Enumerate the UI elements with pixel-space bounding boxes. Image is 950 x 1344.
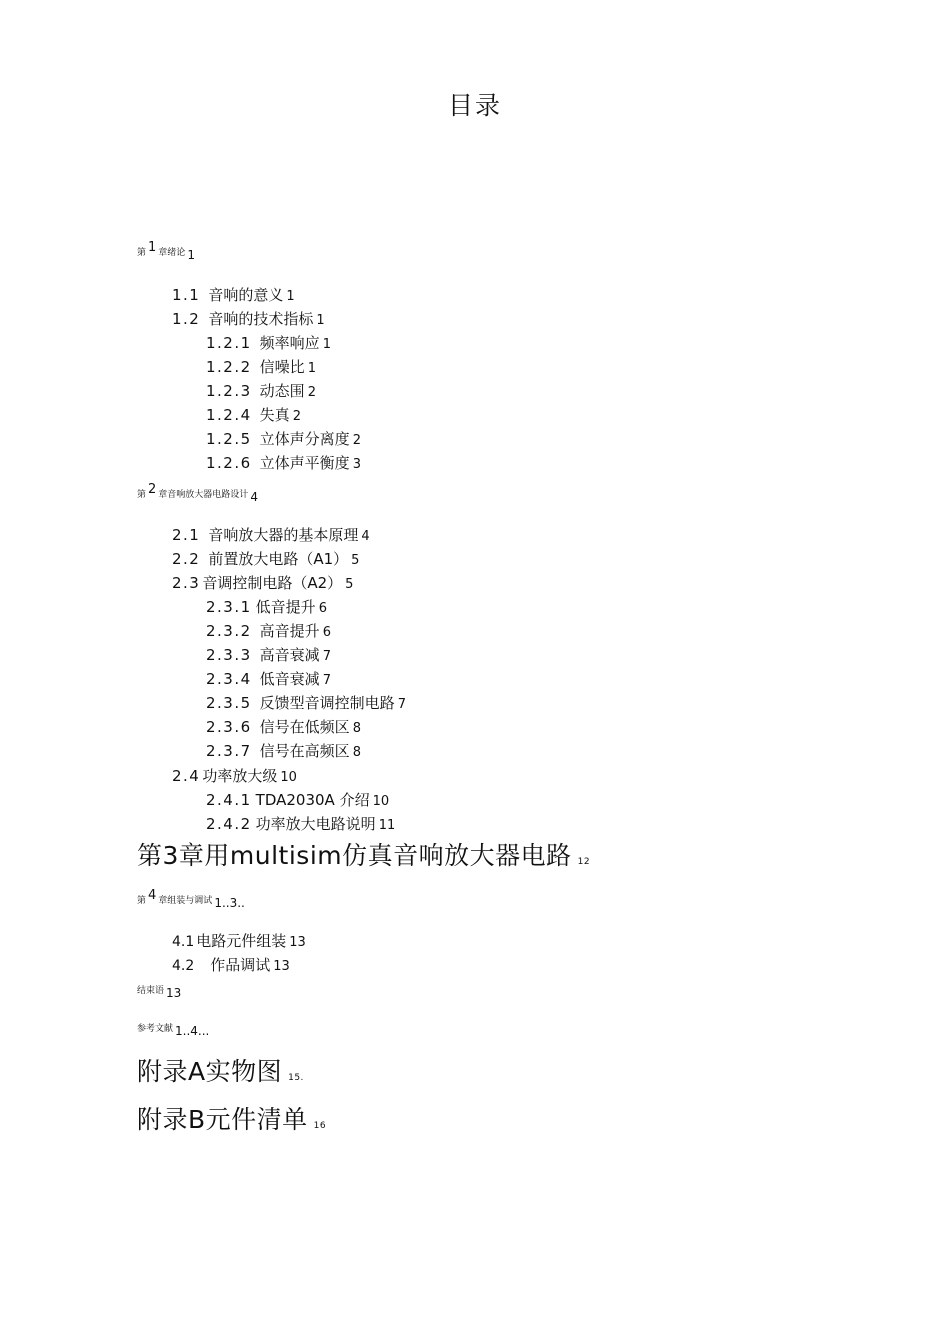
section-number: 1.2.2 (206, 358, 252, 376)
page-number: 2 (352, 433, 361, 448)
chapter-number: 4 (148, 888, 157, 903)
toc-references[interactable] (137, 1020, 210, 1038)
section-title: 电路元件组装 (196, 932, 287, 950)
page-number: 2 (292, 409, 301, 424)
section-number: 2.4.2 (206, 815, 252, 833)
section-title: 参考文献 (137, 1024, 174, 1034)
toc-entry-4-1[interactable] (172, 930, 306, 951)
toc-chapter-4[interactable] (137, 888, 245, 910)
toc-chapter-3[interactable] (137, 836, 590, 872)
page-number: 16 (313, 1121, 327, 1131)
page-number: 7 (322, 649, 331, 664)
page-number: 1 (316, 313, 325, 328)
toc-entry-4-2[interactable] (172, 954, 290, 975)
page-number: 12 (577, 857, 591, 867)
section-title: 低音提升 (255, 598, 316, 616)
section-title: 音调控制电路（A2） (202, 574, 343, 592)
page-number: 15. (288, 1073, 304, 1083)
section-title: 功率放大级 (202, 767, 278, 785)
page-number: 1 (322, 337, 331, 352)
section-number: 2.2 (172, 550, 201, 568)
toc-conclusion[interactable] (137, 982, 182, 1000)
page-number: 4 (361, 529, 370, 544)
page-number: 13 (289, 935, 306, 950)
chapter-prefix: 第 (137, 896, 147, 906)
section-title: 音响的技术指标 (208, 310, 314, 328)
toc-entry-2-4[interactable] (172, 765, 297, 786)
section-title: 音响的意义 (208, 286, 284, 304)
page-number: 1 (307, 361, 316, 376)
toc-entry-1-2[interactable] (172, 308, 325, 329)
section-number: 2.4.1 (206, 791, 252, 809)
section-number: 1.2.5 (206, 430, 252, 448)
section-title: 结束语 (137, 986, 165, 996)
toc-entry-1-2-2[interactable] (206, 356, 316, 377)
toc-entry-2-3-5[interactable] (206, 692, 406, 713)
section-number: 2.3.7 (206, 742, 252, 760)
toc-entry-2-3-7[interactable] (206, 740, 361, 761)
page-number: 5 (351, 553, 360, 568)
toc-entry-2-3-3[interactable] (206, 644, 331, 665)
toc-entry-2-3-4[interactable] (206, 668, 331, 689)
chapter-title: 章音响放大器电路设计 (158, 490, 249, 500)
toc-chapter-1[interactable] (137, 240, 195, 262)
page-number: 1..3.. (214, 896, 245, 910)
toc-appendix-a[interactable] (137, 1052, 304, 1088)
section-number: 2.4 (172, 767, 201, 785)
page-number: 6 (318, 601, 327, 616)
section-number: 1.1 (172, 286, 201, 304)
section-title: 失真 (259, 406, 290, 424)
section-title: 立体声分离度 (259, 430, 350, 448)
toc-entry-2-3-2[interactable] (206, 620, 331, 641)
toc-entry-2-2[interactable] (172, 548, 359, 569)
section-number: 2.3.3 (206, 646, 252, 664)
toc-entry-2-3-6[interactable] (206, 716, 361, 737)
page-number: 8 (352, 721, 361, 736)
appendix-title: 附录B元件清单 (137, 1105, 308, 1134)
toc-entry-2-3[interactable] (172, 572, 353, 593)
section-title: 反馈型音调控制电路 (259, 694, 395, 712)
section-title: TDA2030A 介绍 (255, 791, 370, 809)
section-title: 前置放大电路（A1） (208, 550, 349, 568)
section-title: 高音提升 (259, 622, 320, 640)
toc-entry-2-4-1[interactable] (206, 789, 389, 810)
page-number: 11 (378, 818, 396, 833)
page-number: 13 (166, 986, 182, 1000)
section-title: 作品调试 (210, 956, 271, 974)
toc-entry-1-2-3[interactable] (206, 380, 316, 401)
toc-entry-1-2-1[interactable] (206, 332, 331, 353)
chapter-number: 1 (148, 240, 157, 255)
section-title: 功率放大电路说明 (255, 815, 376, 833)
chapter-title: 第3章用multisim仿真音响放大器电路 (137, 841, 572, 870)
page-number: 7 (397, 697, 406, 712)
section-title: 高音衰减 (259, 646, 320, 664)
toc-entry-2-3-1[interactable] (206, 596, 327, 617)
chapter-title: 章绪论 (158, 248, 186, 258)
page-number: 10 (280, 770, 297, 785)
toc-entry-2-4-2[interactable] (206, 813, 395, 834)
section-number: 4.2 (172, 958, 195, 974)
appendix-title: 附录A实物图 (137, 1057, 283, 1086)
page-number: 1 (187, 248, 195, 262)
section-number: 2.1 (172, 526, 201, 544)
section-title: 立体声平衡度 (259, 454, 350, 472)
section-title: 音响放大器的基本原理 (208, 526, 359, 544)
section-number: 1.2.3 (206, 382, 252, 400)
chapter-title: 章组装与调试 (158, 896, 213, 906)
page-number: 1..4... (175, 1024, 210, 1038)
section-number: 2.3.1 (206, 598, 252, 616)
section-number: 2.3.5 (206, 694, 252, 712)
page-title: 目录 (447, 91, 502, 120)
section-title: 信号在高频区 (259, 742, 350, 760)
chapter-number: 2 (148, 482, 157, 497)
section-number: 1.2.6 (206, 454, 252, 472)
page-number: 8 (352, 745, 361, 760)
section-title: 信噪比 (259, 358, 305, 376)
page-number: 10 (372, 794, 390, 809)
section-number: 2.3.6 (206, 718, 252, 736)
section-number: 2.3.4 (206, 670, 252, 688)
toc-entry-2-1[interactable] (172, 524, 370, 545)
section-number: 1.2.1 (206, 334, 252, 352)
toc-appendix-b[interactable] (137, 1100, 326, 1136)
toc-chapter-2[interactable] (137, 482, 258, 504)
page-number: 5 (345, 577, 354, 592)
page-number: 6 (322, 625, 331, 640)
toc-entry-1-2-5[interactable] (206, 428, 361, 449)
chapter-prefix: 第 (137, 248, 147, 258)
section-number: 2.3.2 (206, 622, 252, 640)
section-number: 4.1 (172, 934, 195, 950)
page-number: 13 (273, 959, 290, 974)
chapter-prefix: 第 (137, 490, 147, 500)
section-number: 1.2.4 (206, 406, 252, 424)
section-title: 动态围 (259, 382, 305, 400)
section-number: 1.2 (172, 310, 201, 328)
page-number: 1 (286, 289, 295, 304)
section-title: 信号在低频区 (259, 718, 350, 736)
page-number: 2 (307, 385, 316, 400)
page-number: 4 (250, 490, 258, 504)
section-number: 2.3 (172, 574, 201, 592)
page-number: 7 (322, 673, 331, 688)
toc-entry-1-2-6[interactable] (206, 452, 361, 473)
toc-entry-1-1[interactable] (172, 284, 295, 305)
section-title: 低音衰减 (259, 670, 320, 688)
toc-entry-1-2-4[interactable] (206, 404, 301, 425)
section-title: 频率响应 (259, 334, 320, 352)
page-number: 3 (352, 457, 361, 472)
